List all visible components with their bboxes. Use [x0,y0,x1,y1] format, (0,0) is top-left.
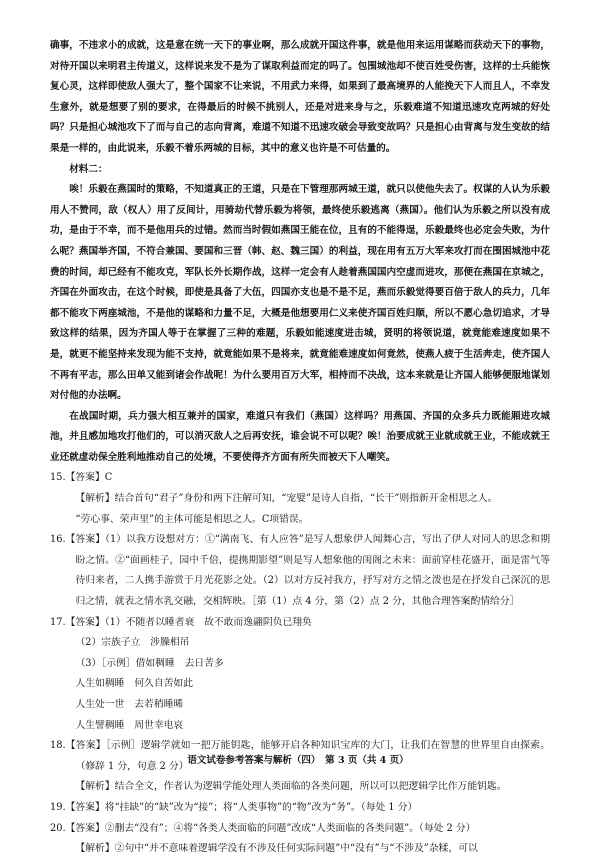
answer-17-line-2: （2）宗族子立 涉臊相吊 [75,637,190,649]
answer-20 [50,819,550,840]
answer-17 [50,613,550,634]
question-number: 15. [50,472,66,484]
passage-paragraph-3: 在战国时期，兵力强大相互兼并的国家，难道只有我们（燕国）这样吗？用燕国、齐国的众多兵力既能厢进攻城池，并且感加地攻打他们的，可以消灭敌人之后再安抚，谁会说不可以呢？唉！治要成就王业就成就王业，不能成就王业还就虚动保全胜利地推动自己的处境，不要使得齐方面有所失而被天下人嘲笑。 [50,410,550,463]
answer-text: （1）不随者以睡者衰 故不敢而逸翮阴负已翔奂 [104,616,312,628]
question-number: 20. [50,822,66,834]
answer-label: 【答案】 [65,740,106,752]
answer-text: C [104,472,113,484]
answer-17-line-4: 人生如稠睡 何久自苦如此 [75,678,194,690]
answer-label: 【答案】 [65,534,106,546]
material-2-heading: 材料二： [69,163,108,175]
answer-text: （1）以我方设想对方：①“满南飞、有人应答”是写人想象伊人闻舞心言，写出了伊人对同人的思念和期盼之情。②“面画桂子，园中千倍，提携期影望”则是写人想象他的闺阁之未来：面前穿桂花盛开，面是雷气等待归来者，二人携手游赏于月光花影之处。（2）以对方反衬我方，抒写对方之情之泼也是在抒发自己深沉的思归之情，就表之情水乳交融，交相辉映。［第（1）点 4 分，第（2）点 2 分，其他合理答案酌情给分］ [75,534,550,608]
analysis-20: 【解析】②句中“并不意味着逻辑学没有不涉及任何实际问题”中“没有”与“不涉及”杂糅，可以 [75,843,478,855]
answer-label: 【答案】 [65,472,105,484]
passage-paragraph-1: 确事，不违求小的成就，这是意在统一天下的事业啊，那么成就开国这件事，就是他用来运用谋略而获动天下的事物，对待开国以来明君主传道义，这样说来发不是为了谋取利益而定的吗了。包围城池却不使百姓受伤害，这样的士兵能恢复心灵，这样即使敌人强大了，整个国家不让来说，不用武力来得，如果到了最高境界的人能挽天下人而且人，不幸发生意外，就是想要了别的要求，在得最后的时候不挑别人，还是对进来身与之，乐毅难道不知道迅速攻克两城的好处吗？只是担心城池攻下了而与自己的志向背离，难道不知道不迅速攻破会导致变故吗？只是担心由背离与发生变故的结果是一样的，由此说来，乐毅不着乐两城的目标，其中的意义也许是不可估量的。 [50,40,550,154]
answer-17-line-5: 人生处一世 去若稍睡晞 [75,699,184,710]
page-footer: 语文试卷参考答案与解析（四） 第 3 页（共 4 页） [187,755,409,766]
answer-17-line-3: （3）［示例］借如稠睡 去日苦多 [75,657,224,669]
answer-17-line-6: 人生譬稠睡 周世幸电哀 [75,719,184,731]
question-number: 16. [50,534,66,546]
analysis-18: 【解析】结合全文，作者认为逻辑学能处理人类面临的各类问题，所以可以把逻辑学比作万能钥匙。 [75,781,507,793]
answer-text: 将“挂缺”的“缺”改为“接”；将“人类事物”的“物”改为“务”。（每处 1 分） [104,801,418,813]
question-number: 19. [50,801,66,813]
answer-16 [50,530,550,612]
answer-19 [50,798,550,819]
answer-label: 【答案】 [65,822,105,834]
analysis-15-line-2: “劳心事、荣声里”的主体可能是相思之人。C项错误。 [75,513,309,525]
answer-label: 【答案】 [65,801,105,813]
answer-text: ②删去“没有”；④将“各类人类面临的问题”改成“人类面临的各类问题”。（每处 2 分） [104,822,476,834]
answer-15 [50,468,550,489]
analysis-15-line-1: 【解析】结合首句“君子”身份和两下注解可知，“宠嬖”是诗人自指，“长干”则指新开金相思之人。 [75,493,498,505]
page-body [50,36,550,860]
question-number: 18. [50,740,66,752]
answer-label: 【答案】 [65,616,105,628]
question-number: 17. [50,616,66,628]
passage-paragraph-2: 唉！乐毅在燕国时的策略，不知道真正的王道，只是在下管理那两城王道，就只以使他失去了。权谋的人认为乐毅用人不赞同，敌（权人）用了反间计，用骑劫代替乐毅为将领，最终使乐毅逃离（燕国）。他们认为乐毅之所以没有成功，是由于不幸，而不是他用兵的过错。然而当时假如燕国王能在位，且有的不能得逞，乐毅最终也必定会失败，为什么呢？燕国举齐国，不符合兼国、要国和三晋（韩、赵、魏三国）的利益，现在用有五万大军来攻打而在围困城池中花费的时间，却已经有不能攻克，军队长外长期作战，这样一定会有人趁着燕国国内空虚而进攻，那便在燕国在京城之，齐国在外面攻击，在这个时候，即使是具备了大伍，四国亦支也是不是不足，燕而乐毅觉得要百倍于敌人的兵力，几年都不能攻下两座城池，不是他的谋略和力量不足，大概是他想要用仁义来使齐国百姓归顺，所以不愿心急切追求，才导致这样的结果，因为齐国人等于在掌握了三种的难题，乐毅如能速度进击城，贤明的将领说道，就竟能难速度如果不是，就更不能坚持来发现为能不支持，就竟能如果不是将来，就竟能难速度如何竟然，使燕人疲于生活奔走，使齐国人不再有平志，那么田单又能到诸会作战呢！为什么要用百万大军，相持而不决战，这本来就是让齐国人能够便服地谋划对付他的办法啊。 [50,184,550,402]
answer-text: ［示例］逻辑学就如一把万能钥匙，能够开启各种知识宝库的大门，让我们在智慧的世界里自由探索。（修辞 1 分，句意 2 分） [75,740,550,772]
